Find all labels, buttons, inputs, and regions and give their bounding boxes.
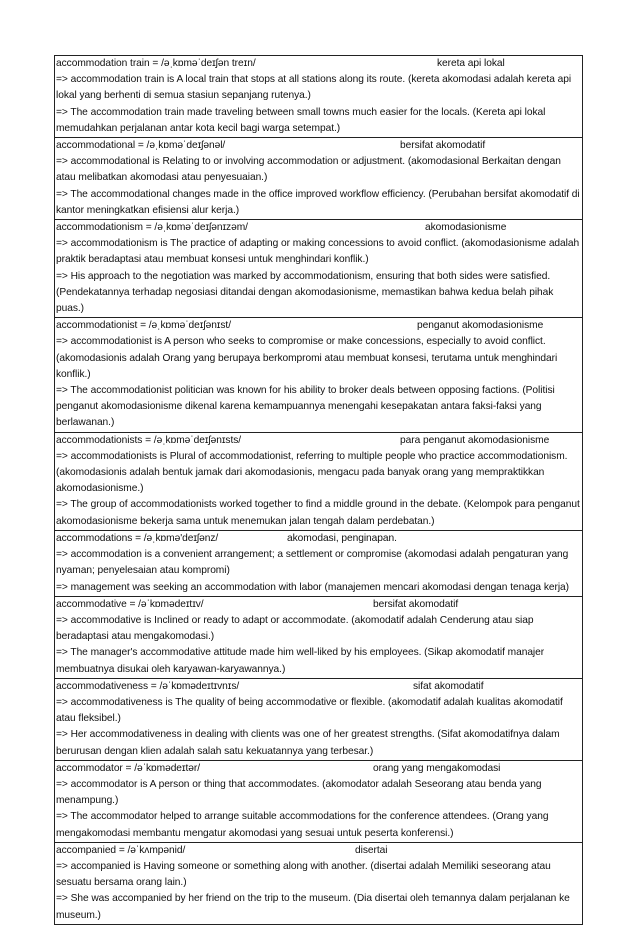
dictionary-page <box>54 56 583 925</box>
entry-headline <box>55 679 582 695</box>
entry-example: => The accommodator helped to arrange suitable accommodations for the conference attendees. (Orang yang mengakomodasi membantu mengatur akomodasi yang sesuai untuk peserta konferensi.) <box>56 811 549 839</box>
dictionary-entry <box>54 530 583 597</box>
entry-translation: sifat akomodatif <box>413 680 484 692</box>
entry-definition: => accommodationists is Plural of accommodationist, referring to multiple people who practice accommodationism. (akomodasionis adalah bentuk jamak dari akomodasionis, mengacu pada banyak orang yang mempraktikkan akomodasionisme.) <box>56 450 568 495</box>
entry-example: => The group of accommodationists worked together to find a middle ground in the debate. (Kelompok para penganut akomodasionisme bekerja sama untuk menemukan jalan tengah dalam perdebatan.) <box>56 499 580 527</box>
entry-headword: accommodationist = /əˌkɒməˈdeɪʃənɪst/ <box>56 320 231 332</box>
entry-definition: => accommodativeness is The quality of being accommodative or flexible. (akomodatif adalah kualitas akomodatif atau fleksibel.) <box>56 696 563 725</box>
entry-definition: => accommodation train is A local train that stops at all stations along its route. (kereta akomodasi adalah kereta api lokal yang berhenti di semua stasiun sepanjang rutenya.) <box>56 74 572 102</box>
entry-translation: bersifat akomodatif <box>373 598 459 610</box>
entry-headline <box>55 138 582 154</box>
entry-translation: disertai <box>355 844 388 856</box>
entry-headword: accommodation train = /əˌkɒməˈdeɪʃən treɪn/ <box>56 58 256 69</box>
entry-headline <box>55 318 582 334</box>
entry-headline <box>55 761 582 777</box>
entry-definition: => accommodationist is A person who seeks to compromise or make concessions, especially to avoid conflict. (akomodasionis adalah Orang yang berupaya berkompromi atau membuat konsesi, terutama untuk menghindari konflik.) <box>56 336 558 380</box>
entry-example: => His approach to the negotiation was marked by accommodationism, ensuring that both sides were satisfied. (Pendekatannya terhadap negosiasi ditandai dengan akomodasionisme, memastikan bahwa kedua belah pihak puas.) <box>56 270 554 315</box>
dictionary-entry <box>54 760 583 843</box>
dictionary-entry <box>54 317 583 432</box>
entry-example: => The accommodational changes made in the office improved workflow efficiency. (Perubahan bersifat akomodatif di kantor meningkatkan efisiensi alur kerja.) <box>56 188 580 216</box>
entry-definition: => accommodative is Inclined or ready to adapt or accommodate. (akomodatif adalah Cenderung atau siap beradaptasi atau mengakomodasi.) <box>56 614 534 643</box>
entry-definition: => accommodation is a convenient arrangement; a settlement or compromise (akomodasi adalah pengaturan yang nyaman; penyelesaian atau kompromi) <box>56 549 569 577</box>
entry-headword: accommodationism = /əˌkɒməˈdeɪʃənɪzəm/ <box>56 222 248 234</box>
entry-headword: accommodativeness = /əˈkɒmədeɪtɪvnɪs/ <box>56 680 240 692</box>
dictionary-entry <box>54 432 583 531</box>
entry-definition: => accommodationism is The practice of adapting or making concessions to avoid conflict. (akomodasionisme adalah praktik beradaptasi atau membuat konsesi untuk menghindari konflik.) <box>56 238 580 266</box>
entry-example: => Her accommodativeness in dealing with clients was one of her greatest strengths. (Sifat akomodatifnya dalam berurusan dengan klien adalah salah satu kekuatannya yang terbesar.) <box>56 729 560 757</box>
entry-translation: kereta api lokal <box>437 58 505 69</box>
entry-headword: accommodative = /əˈkɒmədeɪtɪv/ <box>56 598 204 610</box>
entry-headword: accommodator = /əˈkɒmədeɪtər/ <box>56 762 201 774</box>
entry-example: => The accommodation train made traveling between small towns much easier for the locals. (Kereta api lokal memudahkan perjalanan antar kota kecil bagi warga setempat.) <box>56 106 546 134</box>
entry-translation: para penganut akomodasionisme <box>400 434 550 446</box>
entry-definition: => accommodator is A person or thing that accommodates. (akomodator adalah Seseorang atau benda yang menampung.) <box>56 778 542 807</box>
entry-headword: accommodations = /əˌkɒmə'deɪʃənz/ <box>56 532 219 544</box>
entry-definition: => accommodational is Relating to or involving accommodation or adjustment. (akomodasional Berkaitan dengan atau melibatkan akomodasi atau penyesuaian.) <box>56 156 561 184</box>
entry-definition: => accompanied is Having someone or something along with another. (disertai adalah Memiliki seseorang atau sesuatu bersama orang lain.) <box>56 860 551 889</box>
entry-headline <box>55 220 582 236</box>
entry-headword: accommodationists = /əˌkɒməˈdeɪʃənɪsts/ <box>56 434 242 446</box>
entry-headword: accommodational = /əˌkɒməˈdeɪʃənəl/ <box>56 140 226 152</box>
dictionary-entry <box>54 842 583 925</box>
entry-translation: bersifat akomodatif <box>400 140 486 152</box>
dictionary-entry <box>54 55 583 138</box>
entry-translation: penganut akomodasionisme <box>417 320 544 332</box>
dictionary-entry <box>54 596 583 679</box>
entry-translation: akomodasi, penginapan. <box>287 532 397 544</box>
dictionary-entry <box>54 678 583 761</box>
dictionary-entry <box>54 219 583 318</box>
entry-translation: orang yang mengakomodasi <box>373 762 501 774</box>
entry-translation: akomodasionisme <box>425 222 507 234</box>
dictionary-entry <box>54 137 583 220</box>
entry-example: => management was seeking an accommodation with labor (manajemen mencari akomodasi dengan tenaga kerja) <box>56 581 570 593</box>
entry-example: => The accommodationist politician was known for his ability to broker deals between opposing factions. (Politisi penganut akomodasionisme dikenal karena kemampuannya menengahi kesepakatan antara faksi-faksi yang berlawanan.) <box>56 385 555 429</box>
entry-headline <box>55 433 582 449</box>
entry-headword: accompanied = /əˈkʌmpənid/ <box>56 844 186 856</box>
entry-example: => The manager's accommodative attitude made him well-liked by his employees. (Sikap akomodatif manajer membuatnya disukai oleh karyawan-karyawannya.) <box>56 647 545 675</box>
entry-example: => She was accompanied by her friend on the trip to the museum. (Dia disertai oleh temannya dalam perjalanan ke museum.) <box>56 893 570 921</box>
entry-headline <box>55 843 582 859</box>
entry-headline <box>55 56 582 72</box>
entry-headline <box>55 597 582 613</box>
entry-headline <box>55 531 582 547</box>
